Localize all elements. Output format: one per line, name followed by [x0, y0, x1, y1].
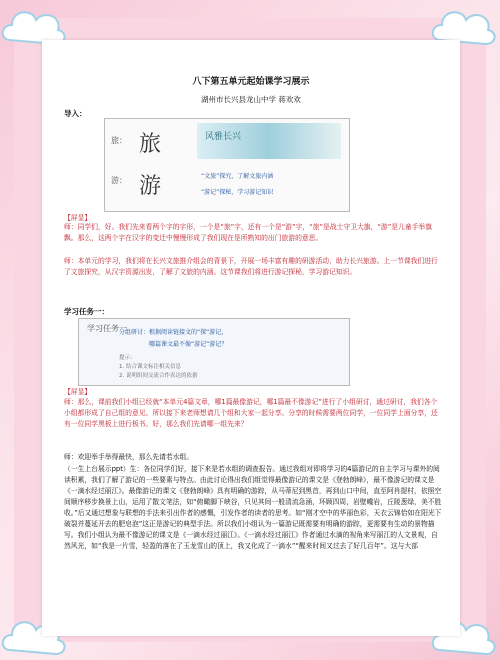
- banner-text: 风雅长兴: [205, 132, 242, 142]
- task-slide-line-1: 分组研讨：根据阅读链接文的“探”游记，: [119, 329, 228, 336]
- paragraph-2: 师：本单元的学习，我们将在长兴文旅推介组会的背景下，开展一场丰富有趣的研游活动，助力长兴旅游。上一节课我们进行了文旅探究，从汉字资源出发，了解了文旅的内涵。这节课我们将进行游记探秘，学习游记知识。: [64, 257, 438, 276]
- screen-tag-1: 【屏显】: [64, 214, 92, 222]
- intro-label: 导入：: [64, 109, 87, 118]
- char-lv: 旅: [139, 132, 162, 157]
- task-slide-image: [78, 318, 350, 386]
- task-slide-line-2: 哪篇课文最不像“游记”游记？: [149, 341, 228, 348]
- paragraph-3: 师：那么，课前我们小组已经就“本单元4篇文章，哪1篇最像游记，哪1篇最不像游记”进行了小组研讨，通过研讨，我们各个小组都形成了自己组的意见。所以接下来老师想请几个组和大家一起分享。分享的时候需要两位同学，一位同学上面分享，还有一位同学黑板上进行板书。好，那么我们先请哪一组先来？: [64, 398, 438, 428]
- intro-slide-image: 旅： 游： 旅 游 风雅长兴 “文旅”探究，了解文旅内涵 “游记”探秘，学习游记知识: [104, 118, 350, 212]
- paragraph-4: 师：欢迎举手举得最快，那么先请若水组。: [64, 453, 194, 461]
- task-slide-note-1: 提示：: [119, 355, 136, 361]
- paragraph-1: 师：同学们，好。我们先来看两个字的字形，一个是“旅”字，还有一个是“游”字，“旅”是战士守卫大旗，“游”是儿童手举旗飘。那么，这两个字在汉字的变迁中慢慢形成了我们现在是所熟知的出门旅游的意思。: [64, 223, 433, 242]
- task-slide-note-2: 1. 结合课文标注相关信息: [119, 364, 181, 370]
- document-page: [42, 40, 460, 636]
- task-slide-heading: 学习任务一: [87, 324, 127, 333]
- document-subtitle: 湖州市长兴县龙山中学 蒋欢欢: [201, 95, 301, 104]
- task-slide-note-3: 2. 说明组间交流合作表达的依据: [119, 373, 198, 379]
- paragraph-5: （一生上台展示ppt）生：各位同学们好，接下来是若水组的调查报告。通过我组对即将学习的4篇游记的自主学习与课外的阅读积累，我们了解了游记的一些要素与特点。由此讨论得出我们组觉得最像游记的课文是《登勃朗峰》，最不像游记的课文是《一滴水经过丽江》。最像游记的课文《登勃朗峰》具有明确的游踪，从马蒂尼到黑首，再到山口中间，直至阿肖提村，依照空间顺序移步换景上山，运用了散文笔法，如“俯瞰脚下峡谷，只见其间一般清流急涌，环顾四周，岩壁巉岩，丘陵葱绿，美不胜收。”后又通过想象与联想的手法来引出作者的感慨，引发作者的读者的思考。如“刚才空中的华丽色彩，天衣云锦恰如在阳光下破裂并蔓延开去的肥皂泡”这正是游记的典型手法。所以我们小组认为一篇游记既需要有明确的游踪，更需要有生动的景物描写。我们小组认为最不像游记的课文是《一滴水经过丽江》。《一滴水经过丽江》作者通过水滴的视角来写丽江的人文景观，自然风光，如“我是一片雪，轻盈的落在了玉龙雪山的顶上，我又化成了一滴水”“醒来时间又过去了好几百年”。这与大部: [64, 465, 442, 550]
- slide-line-1: “文旅”探究，了解文旅内涵: [201, 173, 274, 180]
- banner-image: [197, 123, 341, 159]
- document-title: 八下第五单元起始课学习展示: [192, 77, 310, 87]
- screen-tag-2: 【屏显】: [64, 388, 92, 396]
- task-label: 学习任务一：: [64, 307, 109, 316]
- char-you: 游: [139, 174, 162, 199]
- slide-line-2: “游记”探秘，学习游记知识: [201, 189, 274, 196]
